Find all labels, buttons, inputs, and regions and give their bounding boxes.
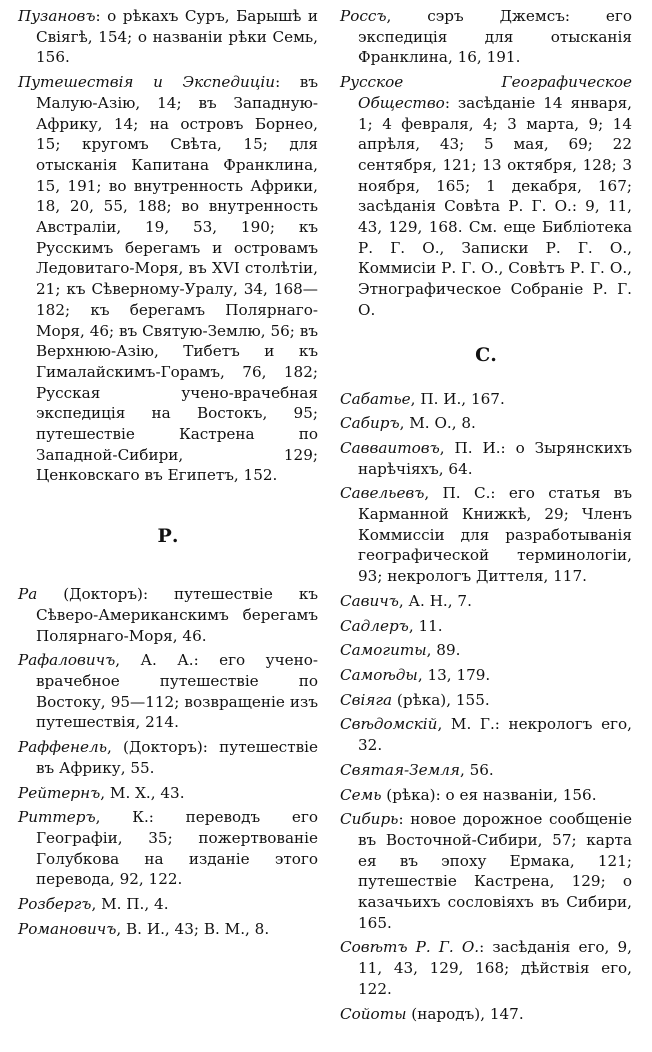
right-entries-before	[340, 6, 632, 321]
index-entry	[18, 807, 318, 890]
index-entry	[18, 6, 318, 68]
entry-name: Русское Географическое Общество	[340, 73, 632, 112]
index-entry	[18, 783, 318, 804]
entry-text: : новое дорожное сообщеніе въ Восточной-Сибири, 57; карта ея въ эпоху Ермака, 121; путешествіе Кастрена, 129; о казачьихъ сословіяхъ въ Сибири, 165.	[358, 810, 632, 932]
index-entry	[340, 616, 632, 637]
entry-text: , П. И.: о Зырянскихъ нарѣчіяхъ, 64.	[358, 438, 632, 478]
index-entry	[18, 650, 318, 733]
right-column	[340, 6, 632, 1028]
entry-name: Романовичъ	[18, 919, 117, 938]
entry-name: Самоѣды	[340, 665, 418, 684]
entry-name: Савваитовъ	[340, 438, 440, 457]
entry-name: Раффенель	[18, 738, 107, 757]
entry-text: , В. И., 43; В. М., 8.	[116, 919, 270, 938]
entry-name: Свѣдомскій	[340, 715, 438, 734]
entry-name: Святая-Земля	[340, 760, 460, 779]
entry-name: Савельевъ	[340, 484, 425, 503]
entry-name: Семь	[340, 785, 382, 804]
entry-text: , П. И., 167.	[410, 389, 505, 408]
entry-name: Сибирь	[340, 810, 399, 829]
entry-text: , М. П., 4.	[91, 895, 169, 914]
index-entry	[340, 6, 632, 68]
entry-name: Рейтернъ	[18, 783, 101, 802]
entry-text: , А. Н., 7.	[398, 591, 472, 610]
index-entry	[340, 591, 632, 612]
entry-text: , 89.	[426, 641, 461, 660]
entry-text: (рѣка): о ея названіи, 156.	[381, 785, 597, 804]
index-entry	[340, 1004, 632, 1025]
index-entry	[340, 690, 632, 711]
entry-name: Россъ	[340, 7, 387, 25]
left-entries-after	[18, 584, 318, 939]
section-letter-r: Р.	[157, 525, 179, 548]
index-entry	[340, 714, 632, 755]
section-letter-s: С.	[475, 343, 497, 366]
entry-name: Совѣтъ Р. Г. О.	[340, 938, 480, 957]
entry-name: Риттеръ	[18, 808, 96, 827]
index-entry	[340, 785, 632, 806]
entry-text: , А. А.: его учено-врачебное путешествіе по Востоку, 95—112; возвращеніе изъ путешествія, 214.	[36, 651, 318, 732]
index-entry	[340, 72, 632, 320]
entry-name: Садлеръ	[340, 616, 409, 635]
entry-text: : о рѣкахъ Суръ, Барышѣ и Свіягѣ, 154; о названіи рѣки Семь, 156.	[36, 7, 318, 67]
index-entry	[340, 389, 632, 410]
entry-text: , сэръ Джемсъ: его экспедиція для отысканія Франклина, 16, 191.	[358, 7, 632, 67]
entry-text: (Докторъ): путешествіе къ Сѣверо-Американскимъ берегамъ Полярнаго-Моря, 46.	[36, 585, 318, 645]
left-column	[18, 6, 318, 943]
entry-name: Рафаловичъ	[18, 651, 116, 670]
index-entry	[340, 665, 632, 686]
entry-name: Самогиты	[340, 641, 427, 660]
index-entry	[18, 919, 318, 940]
entry-name: Сабатье	[340, 389, 411, 408]
index-entry	[18, 72, 318, 486]
entry-text: : въ Малую-Азію, 14; въ Западную-Африку, 14; на островъ Борнео, 15; кругомъ Свѣта, 15; для отысканія Капитана Франклина, 15, 191; во внутренность Африки, 18, 20, 55, 188; во внутренность Австраліи, 19, 53, 190; къ Русскимъ берегамъ и островамъ Ледовитаго-Моря, въ XVI столѣтіи, 21; къ Сѣверному-Уралу, 34, 168—182; къ берегамъ Полярнаго-Моря, 46; въ Святую-Землю, 56; въ Верхнюю-Азію, Тибетъ и къ Гималайскимъ-Горамъ, 76, 182; Русская учено-врачебная экспедиція на Востокъ, 95; путешествіе Кастрена по Западной-Сибири, 129; Ценковскаго въ Египетъ, 152.	[36, 73, 318, 485]
index-entry	[340, 438, 632, 479]
entry-name: Савичъ	[340, 591, 399, 610]
index-entry	[340, 640, 632, 661]
right-entries-after	[340, 389, 632, 1025]
entry-text: , 11.	[408, 616, 443, 635]
entry-text: (народъ), 147.	[406, 1004, 524, 1023]
entry-text: , (Докторъ): путешествіе въ Африку, 55.	[36, 738, 318, 777]
entry-name: Свіяга	[340, 690, 393, 709]
entry-name: Путешествія и Экспедиціи	[18, 73, 276, 92]
entry-text: , П. С.: его статья въ Карманной Книжкѣ, 29; Членъ Коммиссіи для разработыванія географической терминологіи, 93; некрологъ Диттеля, 117.	[358, 484, 632, 586]
index-entry	[340, 809, 632, 933]
entry-text: : засѣданія его, 9, 11, 43, 129, 168; дѣйствія его, 122.	[358, 938, 632, 998]
entry-text: , К.: переводъ его Географіи, 35; пожертвованіе Голубкова на изданіе этого перевода, 92, 122.	[36, 808, 318, 889]
index-entry	[340, 937, 632, 999]
index-entry	[340, 413, 632, 434]
entry-name: Ра	[18, 585, 38, 604]
entry-text: , 13, 179.	[417, 665, 491, 684]
entry-text: , М. Г.: некрологъ его, 32.	[358, 715, 632, 755]
entry-text: , М. Х., 43.	[100, 783, 185, 802]
entry-text: , М. О., 8.	[399, 414, 476, 433]
index-entry	[18, 737, 318, 778]
entry-text: (рѣка), 155.	[392, 690, 490, 709]
entry-text: : засѣданіе 14 января, 1; 4 февраля, 4; 3 марта, 9; 14 апрѣля, 43; 5 мая, 69; 22 сентября, 121; 13 октября, 128; 3 ноября, 165; 1 декабря, 167; засѣданія Совѣта Р. Г. О.: 9, 11, 43, 129, 168. См. еще Библіотека Р. Г. О., Записки Р. Г. О., Коммисіи Р. Г. О., Совѣтъ Р. Г. О., Этнографическое Собраніе Р. Г. О.	[358, 93, 632, 319]
entry-text: , 56.	[459, 760, 494, 779]
entry-name: Розбергъ	[18, 895, 92, 914]
index-entry	[340, 483, 632, 587]
index-entry	[18, 894, 318, 915]
index-entry	[18, 584, 318, 646]
left-entries-before	[18, 6, 318, 486]
entry-name: Пузановъ	[18, 7, 96, 25]
index-entry	[340, 760, 632, 781]
entry-name: Сабиръ	[340, 414, 400, 433]
entry-name: Сойоты	[340, 1004, 407, 1023]
